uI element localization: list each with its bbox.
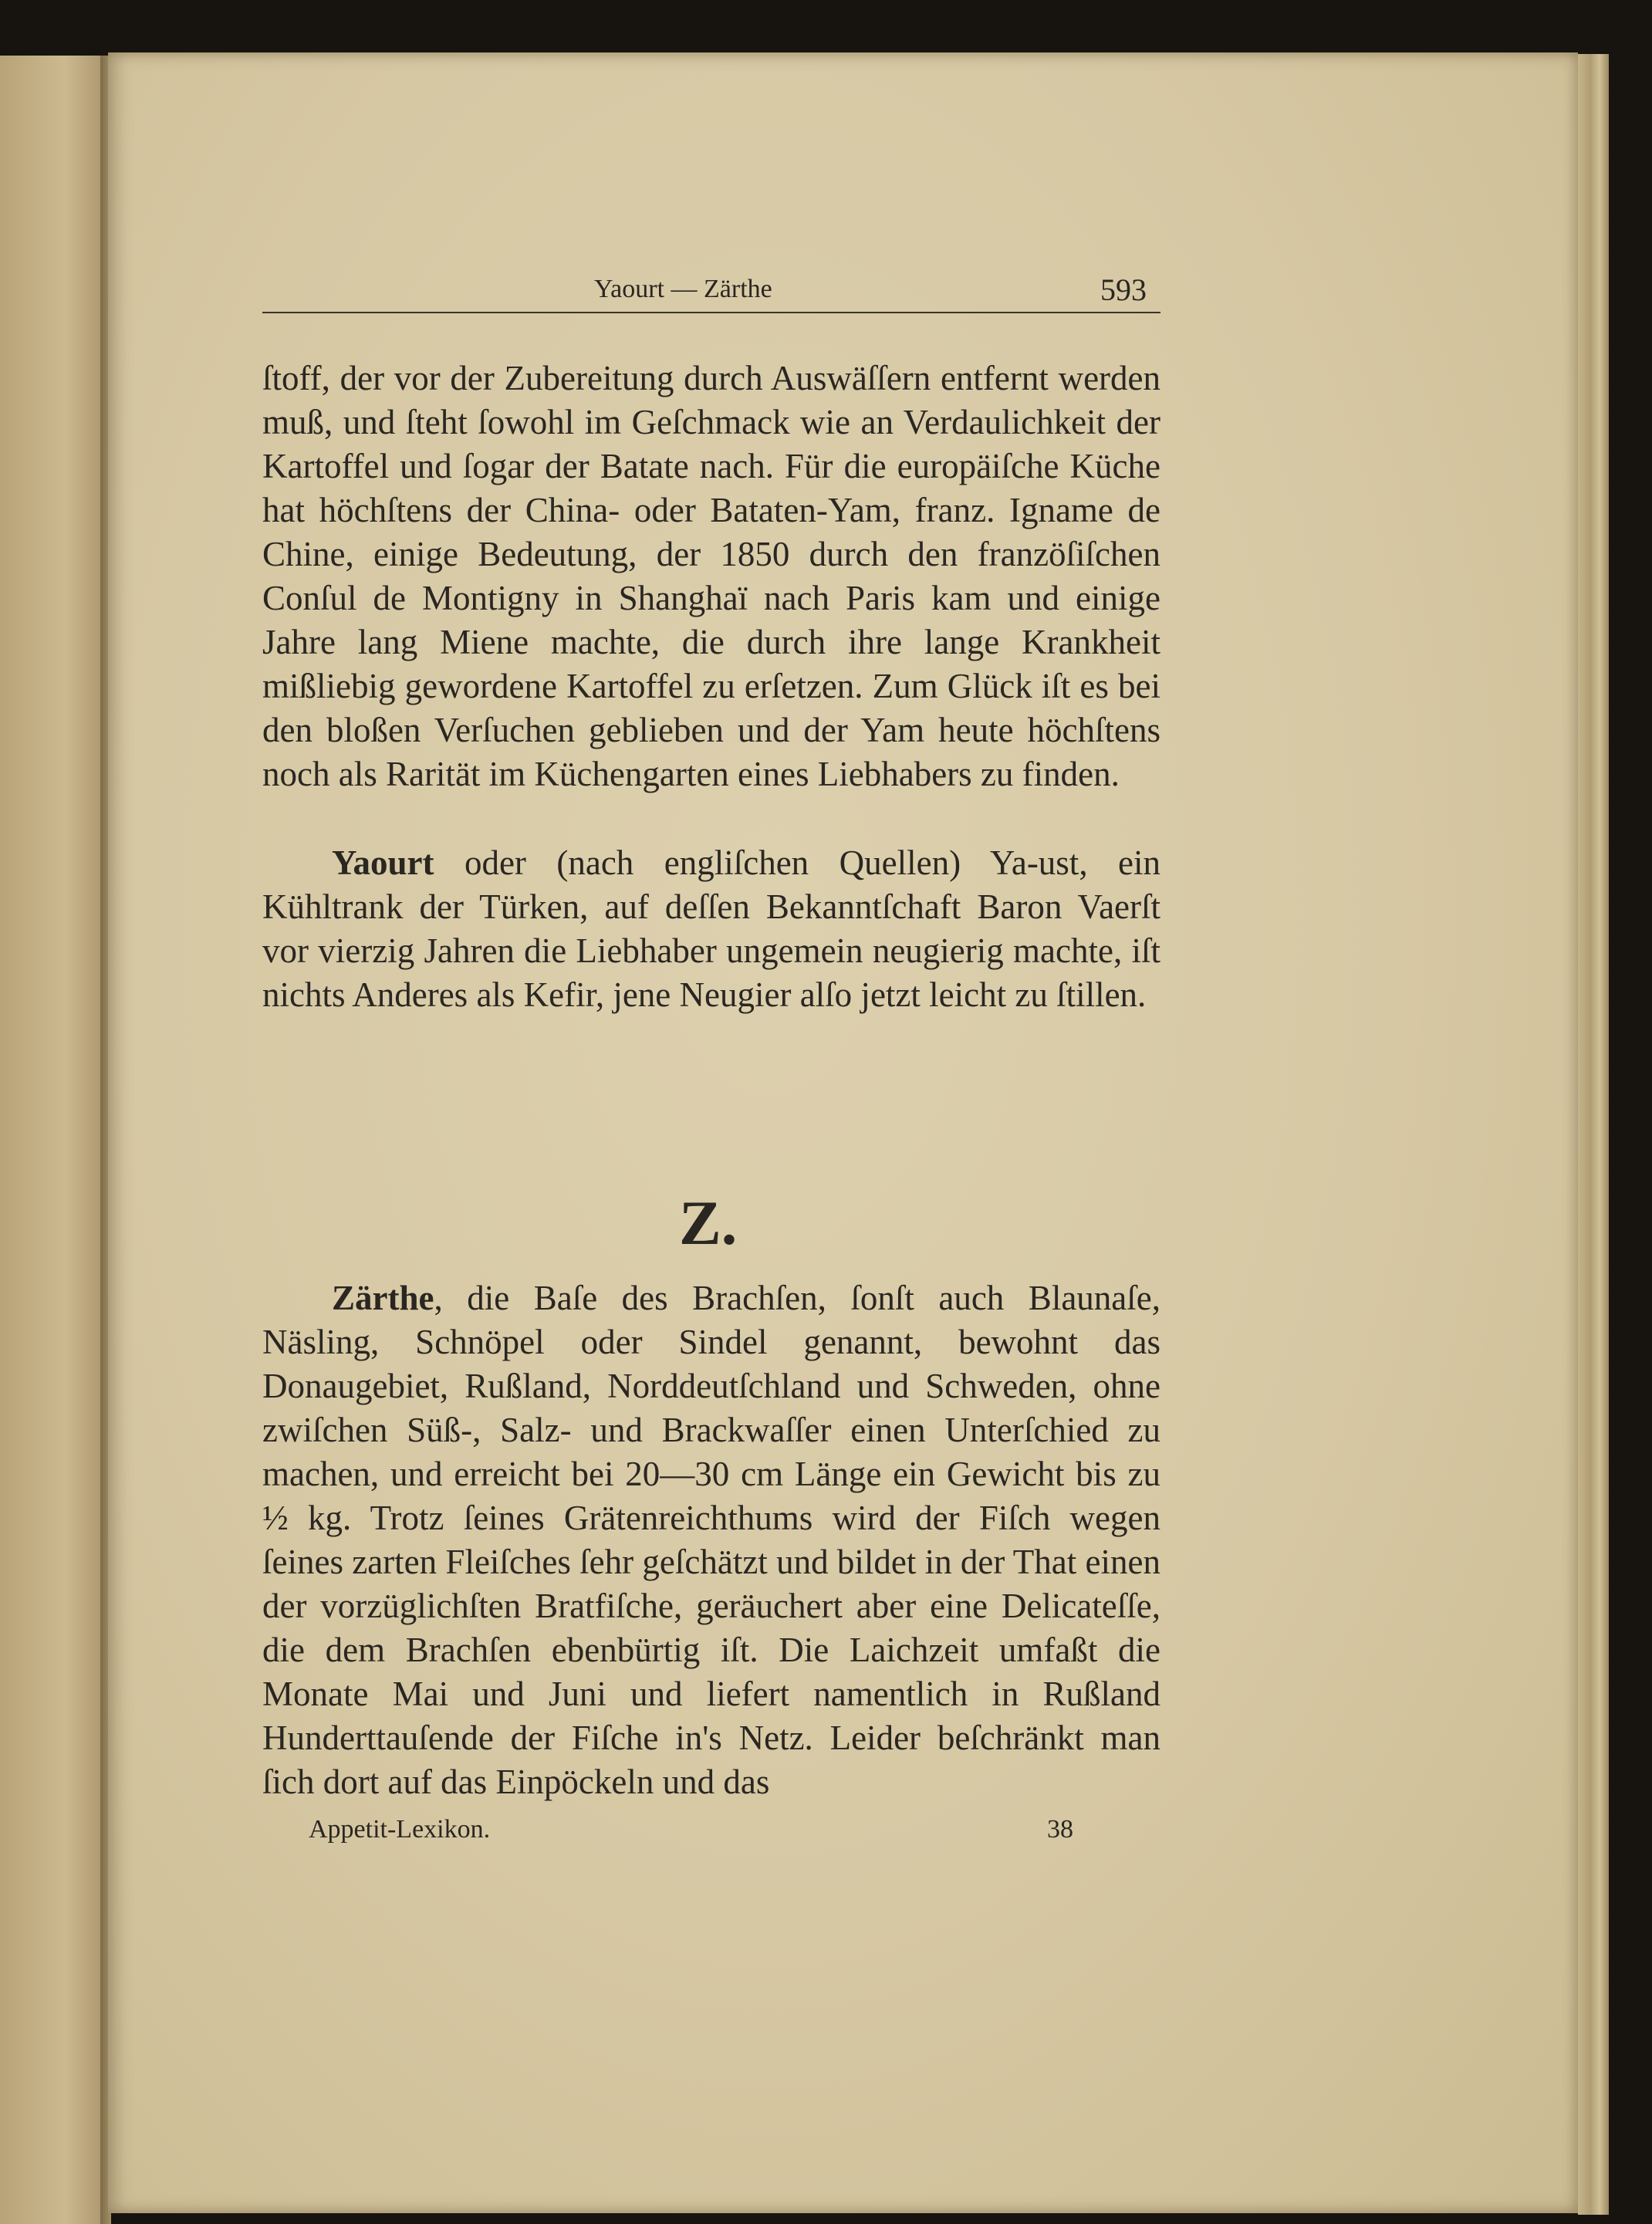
page-number: 593 xyxy=(1100,272,1147,307)
footer-signature: 38 xyxy=(1047,1815,1073,1844)
entry-yaourt-text: oder (nach engliſchen Quellen) Ya-ust, ein Kühltrank der Türken, auf deſſen Bekanntſchaft Baron Vaerſt vor vierzig Jahren die Liebhaber ungemein neugierig machte, iſt nichts Anderes als Kefir, jene Neugier alſo jetzt leicht zu ſtillen. xyxy=(262,843,1160,1014)
header-rule xyxy=(262,312,1160,313)
entry-yaourt xyxy=(262,841,1160,1017)
entry-zaerthe xyxy=(262,1276,1160,1804)
footer-book-title: Appetit-Lexikon. xyxy=(309,1815,491,1844)
paragraph-continuation: ſtoff, der vor der Zubereitung durch Auswäſſern entfernt werden muß, und ſteht ſowohl im Geſchmack wie an Verdaulichkeit der Kartoffel und ſogar der Batate nach. Für die europäiſche Küche hat höchſtens der China- oder Bataten-Yam, franz. Igname de Chine, einige Bedeutung, der 1850 durch den franzöſiſchen Conſul de Montigny in Shanghaï nach Paris kam und einige Jahre lang Miene machte, die durch ihre lange Krankheit mißliebig gewordene Kartoffel zu erſetzen. Zum Glück iſt es bei den bloßen Verſuchen geblieben und der Yam heute höchſtens noch als Rarität im Küchengarten eines Liebhabers zu finden. xyxy=(262,359,1160,793)
page-stack-edge xyxy=(1578,54,1609,2215)
left-page-edge xyxy=(0,56,108,2224)
entry-zaerthe-text: , die Baſe des Brachſen, ſonſt auch Blaunaſe, Näsling, Schnöpel oder Sindel genannt, bewohnt das Donaugebiet, Rußland, Norddeutſchland und Schweden, ohne zwiſchen Süß-, Salz- und Brackwaſſer einen Unterſchied zu machen, und erreicht bei 20—30 cm Länge ein Gewicht bis zu ½ kg. Trotz ſeines Grätenreichthums wird der Fiſch wegen ſeines zarten Fleiſches ſehr geſchätzt und bildet in der That einen der vorzüglichſten Bratfiſche, geräuchert aber eine Delicateſſe, die dem Brachſen ebenbürtig iſt. Die Laichzeit umfaßt die Monate Mai und Juni und liefert namentlich in Rußland Hunderttauſende der Fiſche in's Netz. Leider beſchränkt man ſich dort auf das Einpöckeln und das xyxy=(262,1279,1160,1801)
entry-term-yaourt: Yaourt xyxy=(332,843,434,882)
entry-term-zaerthe: Zärthe xyxy=(332,1279,434,1317)
running-header-title: Yaourt — Zärthe xyxy=(594,275,772,303)
section-heading-z: Z. xyxy=(679,1188,738,1258)
